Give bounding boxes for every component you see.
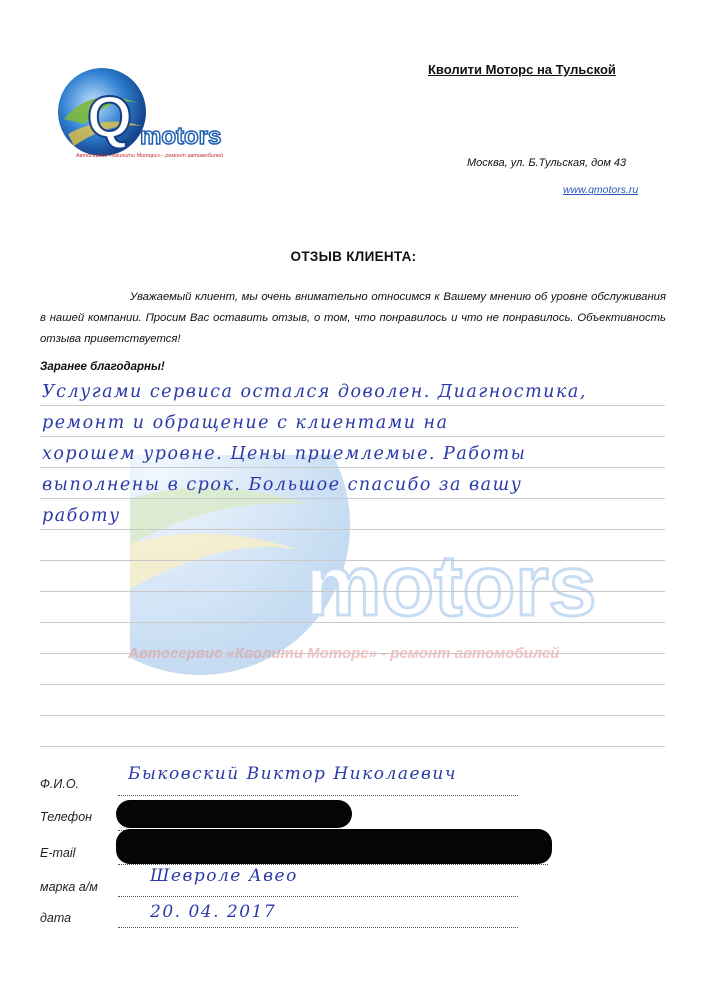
car-underline [118, 896, 518, 897]
review-rule [40, 746, 665, 747]
review-rule [40, 653, 665, 654]
review-rule [40, 622, 665, 623]
phone-label: Телефон [40, 810, 93, 824]
svg-text:Q: Q [87, 85, 133, 150]
review-rule [40, 498, 665, 499]
date-label: дата [40, 911, 72, 925]
review-handwriting-line: работу [42, 506, 121, 526]
date-value: 20. 04. 2017 [150, 902, 277, 922]
website-link[interactable]: www.qmotors.ru [563, 184, 639, 196]
intro-paragraph: Уважаемый клиент, мы очень внимательно относимся к Вашему мнению об уровне обслуживания в нашей компании. Просим Вас оставить отзыв, о том, что понравилось и что не понравилось. Объективность отзыва приветствуется! [40, 291, 666, 345]
svg-text:motors: motors [305, 538, 597, 634]
review-handwriting-line: выполнены в срок. Большое спасибо за вашу [42, 475, 523, 495]
review-rule [40, 405, 665, 406]
review-rule [40, 560, 665, 561]
email-label: E-mail [40, 846, 76, 860]
logo-caption: Автосервис «Кволити Моторс» - ремонт автомобилей [76, 153, 224, 159]
date-underline [118, 927, 518, 928]
review-handwriting-line: хорошем уровне. Цены приемлемые. Работы [42, 444, 527, 464]
car-value: Шевроле Авео [150, 866, 298, 886]
company-address: Москва, ул. Б.Тульская, дом 43 [467, 157, 627, 169]
car-label: марка а/м [40, 880, 98, 894]
review-rule [40, 715, 665, 716]
company-title: Кволити Моторс на Тульской [428, 62, 616, 77]
review-rule [40, 467, 665, 468]
email-redaction [116, 829, 552, 864]
document-title: ОТЗЫВ КЛИЕНТА: [290, 249, 417, 264]
fio-value: Быковский Виктор Николаевич [128, 764, 457, 784]
fio-label: Ф.И.О. [40, 777, 80, 791]
review-rule [40, 529, 665, 530]
email-underline [118, 864, 548, 865]
fio-underline [118, 795, 518, 796]
review-handwriting-line: Услугами сервиса остался доволен. Диагностика, [42, 382, 587, 402]
review-handwriting-line: ремонт и обращение с клиентами на [42, 413, 449, 433]
thanks-text: Заранее благодарны! [40, 361, 165, 373]
phone-redaction [116, 800, 352, 828]
watermark-caption: Автосервис «Кволити Моторс» - ремонт автомобилей [128, 645, 560, 662]
review-rule [40, 684, 665, 685]
review-rule [40, 436, 665, 437]
svg-text:motors: motors [140, 123, 222, 150]
review-rule [40, 591, 665, 592]
